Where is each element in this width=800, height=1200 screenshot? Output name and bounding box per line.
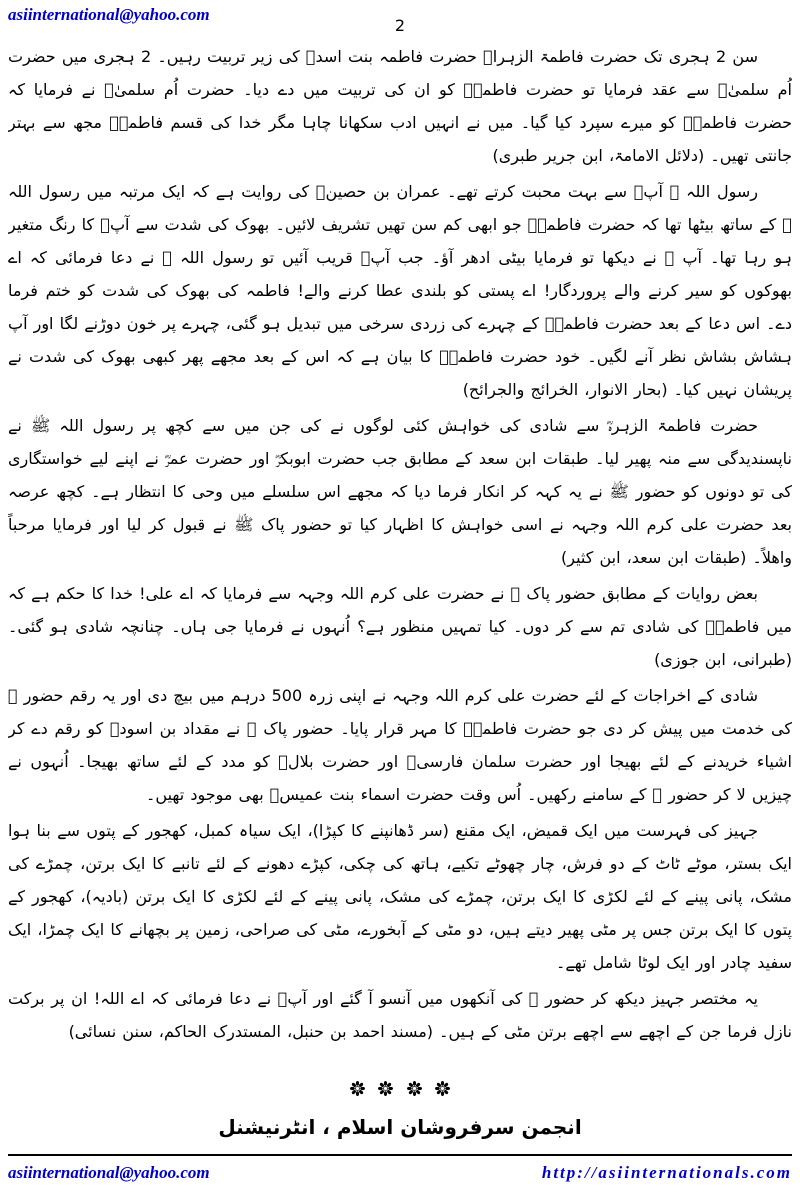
paragraph-marriage-consent: بعض روایات کے مطابق حضور پاک ﷺ نے حضرت علی کرم اللہ وجہہ سے فرمایا کہ اے علی! خدا کا حکم ہے کہ میں فاطمہؓ کی شادی تم سے کر دوں۔ کیا تمہیں منظور ہے؟ اُنہوں نے فرمایا جی ہاں۔ چنانچہ شادی ہو گئی۔ (طبرانی، ابن جوزی) [8,584,792,669]
paragraph-marriage-expenses: شادی کے اخراجات کے لئے حضرت علی کرم اللہ وجہہ نے اپنی زرہ 500 درہم میں بیچ دی اور یہ رقم حضور ﷺ کی خدمت میں پیش کر دی جو حضرت فاطمہؓ کا مہر قرار پایا۔ حضور پاک ﷺ نے مقداد بن اسودؓ کو رقم دے کر اشیاء خریدنے کے لئے بھیجا اور حضرت سلمان فارسیؓ اور حضرت بلالؓ کو مدد کے لئے ساتھ بھیجا۔ اُنہوں نے چیزیں لا کر حضور ﷺ کے سامنے رکھیں۔ اُس وقت حضرت اسماء بنت عمیسؓ بھی موجود تھیں۔ [8,686,792,804]
florette-icon [350,1074,365,1107]
florette-icon [407,1074,422,1107]
paragraph-prophets-dua: یہ مختصر جہیز دیکھ کر حضور ﷺ کی آنکھوں میں آنسو آ گئے اور آپؐ نے دعا فرمائی کہ اے اللہ! ان پر برکت نازل فرما جن کے اچھے سے اچھے برتن مٹی کے ہیں۔ (مسند احمد بن حنبل، المستدرک الحاکم، سنن نسائی) [8,989,792,1041]
header-email-link[interactable]: asiinternational@yahoo.com [8,5,210,24]
document-body [8,40,792,1144]
florette-icon [435,1074,450,1107]
page-footer [8,1154,792,1183]
paragraph-prophets-love: رسول اللہ ﷺ آپؓ سے بہت محبت کرتے تھے۔ عمران بن حصینؓ کی روایت ہے کہ ایک مرتبہ میں رسول اللہ ﷺ کے ساتھ بیٹھا تھا کہ حضرت فاطمہؓ جو ابھی کم سن تھیں تشریف لائیں۔ بھوک کی شدت سے آپؓ کا رنگ متغیر ہو رہا تھا۔ آپ ﷺ نے دیکھا تو فرمایا بیٹی ادھر آؤ۔ جب آپؓ قریب آئیں تو رسول اللہ ﷺ نے دعا فرمائی کہ اے بھوکوں کو سیر کرنے والے پروردگار! اے پستی کو بلندی عطا کرنے والے! فاطمہ کی بھوک کی شدت کو ختم فرما دے۔ اس دعا کے بعد حضرت فاطمہؓ کے چہرے کی زردی سرخی میں تبدیل ہو گئی، چہرے پر خون دوڑنے لگا اور آپ ہشاش بشاش نظر آنے لگیں۔ خود حضرت فاطمہؓ کا بیان ہے کہ اس کے بعد مجھے پھر کبھی بھوک کی شدت نے پریشان نہیں کیا۔ (بحار الانوار، الخرائج والجرائح) [8,182,792,399]
florette-divider [8,1067,792,1107]
footer-email-link[interactable]: asiinternational@yahoo.com [8,1163,210,1182]
paragraph-dowry-list: جہیز کی فہرست میں ایک قمیض، ایک مقنع (سر ڈھانپنے کا کپڑا)، ایک سیاہ کمبل، کھجور کے پتوں سے بنا ہوا ایک بستر، موٹے ٹاٹ کے دو فرش، چار چھوٹے تکیے، ہاتھ کی چکی، کپڑے دھونے کے لئے تانبے کا ایک برتن، چمڑے کی مشک، پانی پینے کے لئے لکڑی کا ایک برتن، چمڑے کی مشک، پانی پینے کے لئے لکڑی کا ایک برتن (بادیہ)، کھجور کے پتوں کا ایک برتن جس پر مٹی پھیر دیتے ہیں، دو مٹی کے آبخورے، مٹی کی صراحی، زمین پر بچھانے کا ایک چمڑا، ایک سفید چادر اور ایک لوٹا شامل تھے۔ [8,821,792,972]
paragraph-training-of-fatima: سن 2 ہجری تک حضرت فاطمۃ الزہراؓ حضرت فاطمہ بنت اسدؓ کی زیر تربیت رہیں۔ 2 ہجری میں حضرت اُم سلمیٰؓ سے عقد فرمایا تو حضرت فاطمہؓ کو ان کی تربیت میں دے دیا۔ حضرت اُم سلمیٰؓ نے فرمایا کہ حضرت فاطمہؓ کو میرے سپرد کیا گیا۔ میں نے انہیں ادب سکھانا چاہا مگر خدا کی قسم فاطمہؓ مجھ سے بہتر جانتی تھیں۔ (دلائل الامامۃ، ابن جریر طبری) [8,47,792,165]
organization-title: انجمن سرفروشان اسلام ، انٹرنیشنل [218,1115,582,1139]
page-number: 2 [394,16,406,35]
florette-icon [378,1074,393,1107]
paragraph-marriage-proposals: حضرت فاطمۃ الزہرہؓ سے شادی کی خواہش کئی لوگوں نے کی جن میں سے کچھ پر رسول اللہ ﷺ نے ناپسندیدگی سے منہ پھیر لیا۔ طبقات ابن سعد کے مطابق جب حضرت ابوبکرؓ اور حضرت عمرؓ نے اپنے لیے خواستگاری کی تو دونوں کو حضور ﷺ نے یہ کہہ کر انکار فرما دیا کہ مجھے اس سلسلے میں وحی کا انتظار ہے۔ کچھ عرصہ بعد حضرت علی کرم اللہ وجہہ نے اسی خواہش کا اظہار کیا تو حضور پاک ﷺ نے قبول کر لیا اور فرمایا مرحباً واھلاً۔ (طبقات ابن سعد، ابن کثیر) [8,416,792,567]
footer-website-link[interactable]: http://asiinternationals.com [541,1163,792,1182]
